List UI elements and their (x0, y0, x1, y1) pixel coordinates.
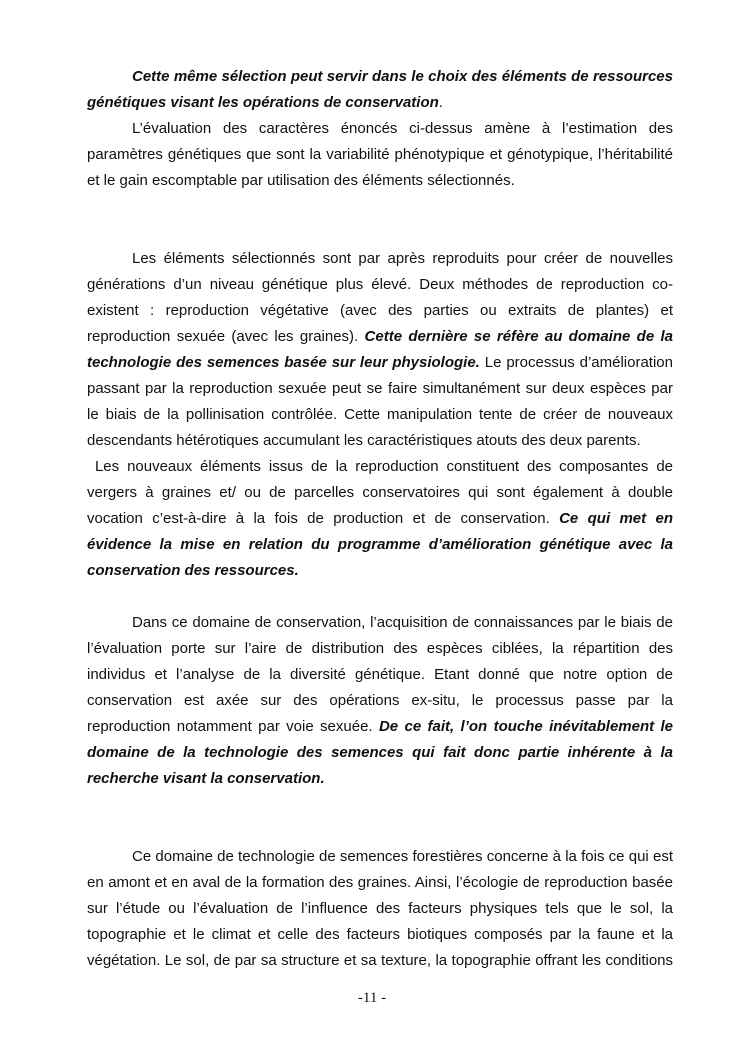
body-text: . (438, 94, 443, 111)
body-text: descendants hétérotiques accumulant les caractéristiques atouts des deux parents. (87, 432, 641, 449)
text-line (87, 896, 673, 922)
text-line (87, 506, 673, 532)
text-line (87, 480, 673, 506)
text-line (87, 246, 673, 272)
text-line (87, 350, 673, 376)
body-text: topographie et le climat et celle des facteurs biotiques composés par la faune et la (87, 926, 673, 943)
text-line (87, 844, 673, 870)
paragraph (87, 246, 673, 454)
body-text: passant par la reproduction sexuée peut se faire simultanément sur deux espèces par (87, 380, 673, 397)
body-text: vergers à graines et/ ou de parcelles conservatoires qui sont également à double (87, 484, 673, 501)
text-line (87, 168, 673, 194)
body-text: l’évaluation porte sur l’aire de distribution des espèces ciblées, la répartition des (87, 640, 673, 657)
paragraph (87, 64, 673, 116)
paragraph (87, 116, 673, 194)
emphasized-text: Ce qui met en (559, 510, 673, 527)
paragraph (87, 610, 673, 792)
emphasized-text: évidence la mise en relation du programme d’amélioration génétique avec la (87, 536, 673, 553)
document-body (87, 64, 673, 974)
text-line (87, 766, 673, 792)
emphasized-text: domaine de la technologie des semences qui fait donc partie inhérente à la (87, 744, 673, 761)
emphasized-text: recherche visant la conservation. (87, 770, 325, 787)
text-line (87, 636, 673, 662)
body-text: Ce domaine de technologie de semences forestières concerne à la fois ce qui est (132, 848, 673, 865)
text-line (87, 714, 673, 740)
body-text: en amont et en aval de la formation des graines. Ainsi, l’écologie de reproduction basée (87, 874, 673, 891)
body-text: reproduction notamment par voie sexuée. (87, 718, 379, 735)
emphasized-text: Cette dernière se réfère au domaine de la (364, 328, 673, 345)
text-line (87, 142, 673, 168)
body-text: vocation c’est-à-dire à la fois de production et de conservation. (87, 510, 560, 527)
body-text: le biais de la pollinisation contrôlée. Cette manipulation tente de créer de nouveaux (87, 406, 673, 423)
text-line (87, 922, 673, 948)
body-text: Les éléments sélectionnés sont par après reproduits pour créer de nouvelles (132, 250, 673, 267)
body-text: conservation est axée sur des opérations ex-situ, le processus passe par la (87, 692, 673, 709)
text-line (87, 272, 673, 298)
page-number: -11 - (357, 990, 387, 1006)
emphasized-text: Cette même sélection peut servir dans le choix des éléments de ressources (132, 68, 673, 85)
text-line (87, 610, 673, 636)
emphasized-text: technologie des semences basée sur leur physiologie. (87, 354, 480, 371)
body-text: Le processus d’amélioration (479, 354, 673, 371)
text-line (87, 90, 673, 116)
body-text: végétation. Le sol, de par sa structure et sa texture, la topographie offrant les conditions (87, 952, 673, 969)
body-text: Les nouveaux éléments issus de la reproduction constituent des composantes de (87, 458, 673, 475)
text-line (87, 948, 673, 974)
text-line (87, 870, 673, 896)
body-text: reproduction sexuée (avec les graines). (87, 328, 365, 345)
body-text: L’évaluation des caractères énoncés ci-dessus amène à l’estimation des (132, 120, 673, 137)
text-line (87, 532, 673, 558)
emphasized-text: conservation des ressources. (87, 562, 299, 579)
body-text: existent : reproduction végétative (avec des parties ou extraits de plantes) et (87, 302, 673, 319)
body-text: paramètres génétiques que sont la variabilité phénotypique et génotypique, l’héritabilité (87, 146, 673, 163)
paragraph (87, 844, 673, 974)
text-line (87, 454, 673, 480)
text-line (87, 662, 673, 688)
body-text: générations d’un niveau génétique plus élevé. Deux méthodes de reproduction co- (87, 276, 673, 293)
body-text: et le gain escomptable par utilisation des éléments sélectionnés. (87, 172, 515, 189)
text-line (87, 740, 673, 766)
body-text: Dans ce domaine de conservation, l’acquisition de connaissances par le biais de (132, 614, 673, 631)
text-line (87, 428, 673, 454)
body-text: sur l’étude ou l’évaluation de l’influence des facteurs physiques tels que le sol, la (87, 900, 673, 917)
emphasized-text: De ce fait, l’on touche inévitablement le (378, 718, 673, 735)
emphasized-text: génétiques visant les opérations de conservation (87, 94, 439, 111)
text-line (87, 324, 673, 350)
text-line (87, 558, 673, 584)
body-text: individus et l’analyse de la diversité génétique. Etant donné que notre option de (87, 666, 673, 683)
text-line (87, 402, 673, 428)
text-line (87, 298, 673, 324)
text-line (87, 376, 673, 402)
text-line (87, 64, 673, 90)
text-line (87, 116, 673, 142)
text-line (87, 688, 673, 714)
paragraph (87, 454, 673, 584)
